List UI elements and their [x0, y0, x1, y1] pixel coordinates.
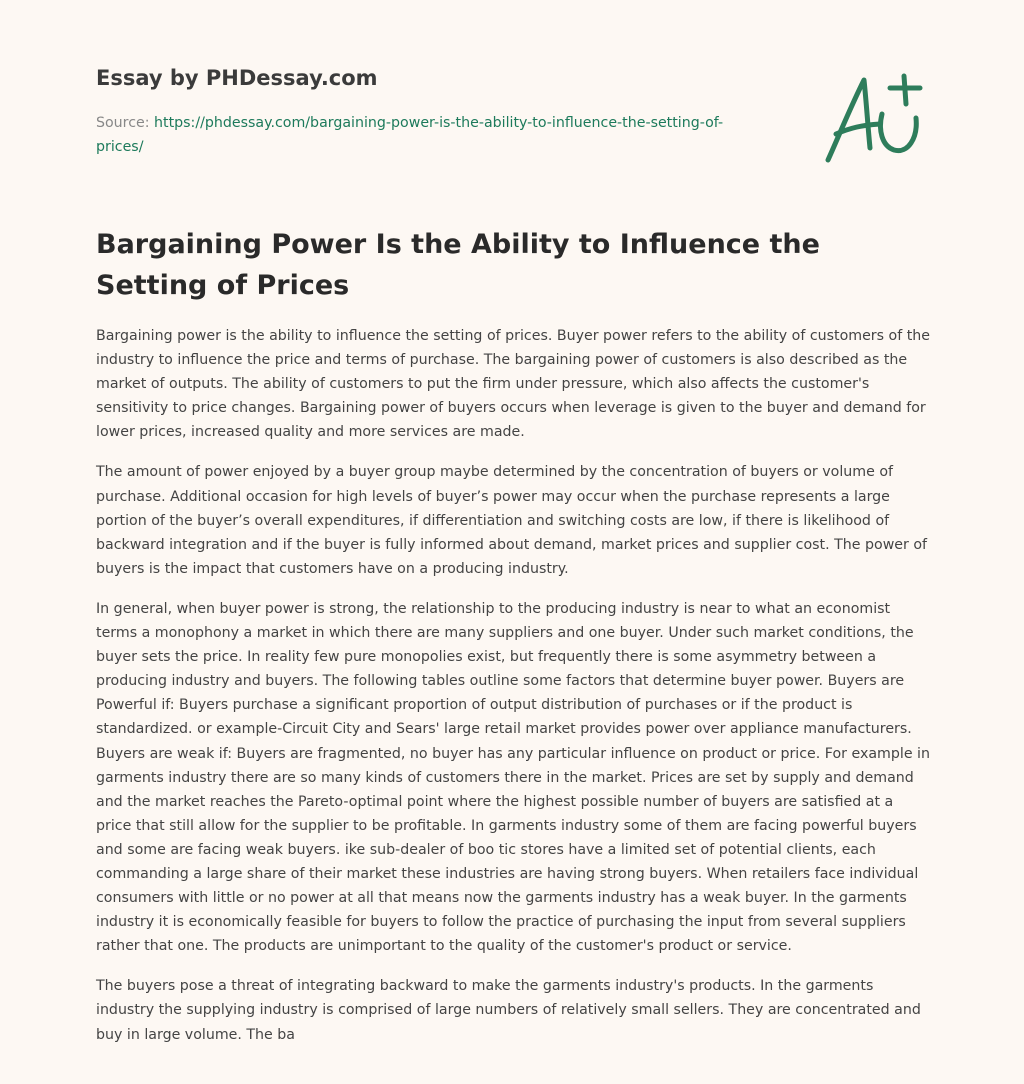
article-paragraph: The amount of power enjoyed by a buyer group maybe determined by the concentration of buyers or volume of purchase. Additional occasion for high levels of buyer’s power may occur when the purchase represents a large portion of the buyer’s overall expenditures, if differentiation and switching costs are low, if there is likelihood of backward integration and if the buyer is fully informed about demand, market prices and supplier cost. The power of buyers is the impact that customers have on a producing industry.: [96, 464, 928, 577]
a-plus-grade-icon: [820, 68, 930, 168]
article-paragraph: In general, when buyer power is strong, the relationship to the producing industry is near to what an economist terms a monophony a market in which there are many suppliers and one buyer. Under such market conditions, the buyer sets the price. In reality few pure monopolies exist, but frequently there is some asymmetry between a producing industry and buyers. The following tables outline some factors that determine buyer power. Buyers are Powerful if: Buyers purchase a significant proportion of output distribution of purchases or if the product is standardized. or example-Circuit City and Sears' large retail market provides power over appliance manufacturers. Buyers are weak if: Buyers are fragmented, no buyer has any particular influence on product or price. For example in garments industry there are so many kinds of customers there in the market. Prices are set by supply and demand and the market reaches the Pareto-optimal point where the highest possible number of buyers are satisfied at a price that still allow for the supplier to be profitable. In garments industry some of them are facing powerful buyers and some are facing weak buyers. ike sub-dealer of boo tic stores have a limited set of potential clients, each commanding a large share of their market these industries are having strong buyers. When retailers face individual consumers with little or no power at all that means now the garments industry has a weak buyer. In the garments industry it is economically feasible for buyers to follow the practice of purchasing the input from several suppliers rather that one. The products are unimportant to the quality of the customer's product or service.: [96, 600, 930, 955]
source-label: Source:: [96, 115, 150, 131]
article-body: [96, 324, 930, 1063]
source-line: [96, 111, 736, 159]
source-link[interactable]: https://phdessay.com/bargaining-power-is-the-ability-to-influence-the-setting-of-prices/: [96, 115, 724, 155]
article-title: Bargaining Power Is the Ability to Influence the Setting of Prices: [96, 229, 820, 301]
article-paragraph: The buyers pose a threat of integrating backward to make the garments industry's products. In the garments industry the supplying industry is comprised of large numbers of relatively small sellers. They are concentrated and buy in large volume. The ba: [96, 978, 921, 1043]
article-paragraph: Bargaining power is the ability to influence the setting of prices. Buyer power refers to the ability of customers of the industry to influence the price and terms of purchase. The bargaining power of customers is also described as the market of outputs. The ability of customers to put the firm under pressure, which also affects the customer's sensitivity to price changes. Bargaining power of buyers occurs when leverage is given to the buyer and demand for lower prices, increased quality and more services are made.: [96, 328, 931, 441]
site-brand: Essay by PHDessay.com: [96, 66, 378, 90]
